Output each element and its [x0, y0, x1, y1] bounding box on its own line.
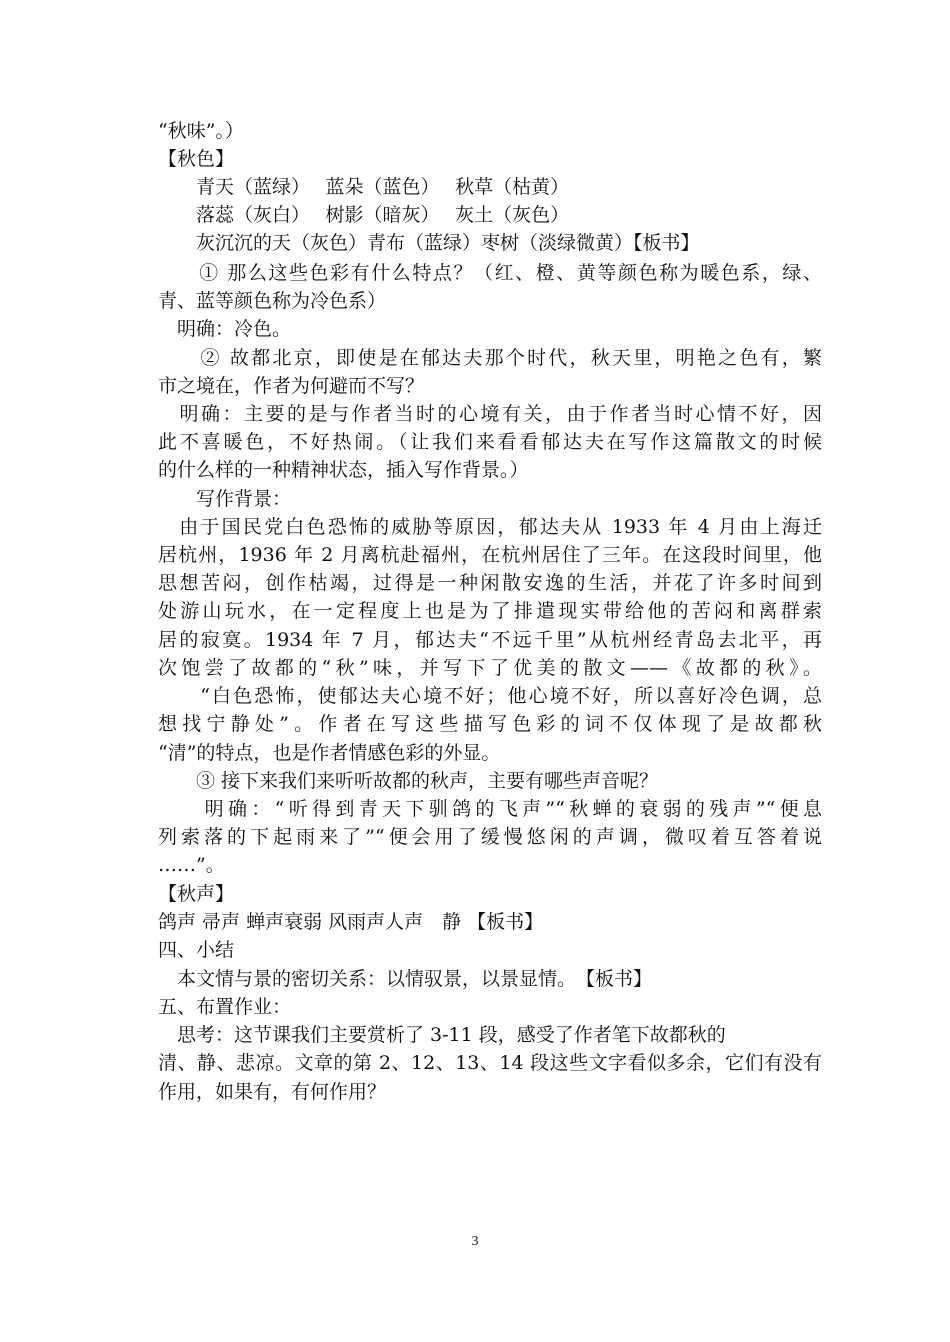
text-line: 由于国民党白色恐怖的威胁等原因，郁达夫从 1933 年 4 月由上海迁 — [158, 516, 822, 538]
text-line: 思想苦闷，创作枯竭，过得是一种闲散安逸的生活，并花了许多时间到 — [158, 572, 822, 594]
text-line: “秋味”。） — [158, 120, 244, 142]
text-line: ③ 接下来我们来听听故都的秋声，主要有哪些声音呢？ — [158, 770, 659, 792]
section-heading-autumn-sound: 【秋声】 — [158, 883, 235, 905]
text-line: 思考：这节课我们主要赏析了 3-11 段，感受了作者笔下故都秋的 — [158, 1024, 726, 1046]
text-line: 鸽声 帚声 蝉声衰弱 风雨声人声 静 【板书】 — [158, 911, 544, 933]
text-line: 清、静、悲凉。文章的第 2、12、13、14 段这些文字看似多余，它们有没有 — [158, 1052, 822, 1074]
text-line: ……”。 — [158, 854, 225, 876]
section-heading-autumn-color: 【秋色】 — [158, 148, 235, 170]
text-line: 青天（蓝绿） 蓝朵（蓝色） 秋草（枯黄） — [158, 176, 570, 198]
text-line: 列索落的下起雨来了”“便会用了缓慢悠闲的声调，微叹着互答着说 — [158, 826, 822, 848]
text-line: 此不喜暖色，不好热闹。（让我们来看看郁达夫在写作这篇散文的时候 — [158, 431, 822, 453]
text-line: 明确：“听得到青天下驯鸽的飞声”“秋蝉的衰弱的残声”“便息 — [158, 798, 822, 820]
text-line: 明确：主要的是与作者当时的心境有关，由于作者当时心情不好，因 — [158, 403, 822, 425]
text-line: 想找宁静处”。作者在写这些描写色彩的词不仅体现了是故都秋 — [158, 713, 822, 735]
text-line: 市之境在，作者为何避而不写？ — [158, 375, 425, 397]
text-line: 落蕊（灰白） 树影（暗灰） 灰土（灰色） — [158, 204, 570, 226]
section-heading-homework: 五、布置作业： — [158, 996, 292, 1018]
text-line: 明确：冷色。 — [158, 318, 292, 340]
text-line: 处游山玩水，在一定程度上也是为了排遣现实带给他的苦闷和离群索 — [158, 600, 822, 622]
text-line: 青、蓝等颜色称为冷色系） — [158, 290, 387, 312]
text-line: 灰沉沉的天（灰色）青布（蓝绿）枣树（淡绿微黄）【板书】 — [158, 232, 700, 254]
text-line: “清”的特点，也是作者情感色彩的外显。 — [158, 742, 501, 764]
text-line: 本文情与景的密切关系：以情驭景，以景显情。 【板书】 — [158, 968, 653, 990]
text-line: 的什么样的一种精神状态，插入写作背景。） — [158, 459, 529, 481]
page-number: 3 — [471, 1234, 479, 1249]
text-line: “白色恐怖，使郁达夫心境不好；他心境不好，所以喜好冷色调，总 — [158, 685, 822, 707]
text-line: 居的寂寞。1934 年 7 月，郁达夫“不远千里”从杭州经青岛去北平，再 — [158, 629, 822, 651]
section-heading-summary: 四、小结 — [158, 939, 235, 961]
text-line: ① 那么这些色彩有什么特点？（红、橙、黄等颜色称为暖色系，绿、 — [158, 262, 822, 284]
text-line: 作用，如果有，有何作用？ — [158, 1081, 387, 1103]
subheading-writing-background: 写作背景： — [158, 488, 292, 510]
text-line: ② 故都北京，即使是在郁达夫那个时代，秋天里，明艳之色有，繁 — [158, 347, 822, 369]
text-line: 居杭州，1936 年 2 月离杭赴福州，在杭州居住了三年。在这段时间里，他 — [158, 544, 822, 566]
text-line: 次饱尝了故都的“秋”味，并写下了优美的散文——《故都的秋》。 — [158, 657, 822, 679]
